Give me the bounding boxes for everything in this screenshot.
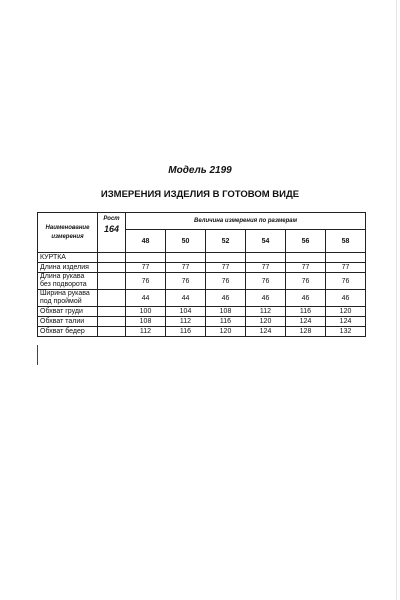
empty-cell	[206, 253, 246, 263]
empty-cell	[98, 273, 126, 290]
value-cell: 46	[206, 290, 246, 307]
header-row	[38, 213, 366, 230]
value-cell: 124	[326, 317, 366, 327]
empty-cell	[98, 307, 126, 317]
height-label: Рост	[103, 216, 120, 222]
value-cell: 77	[166, 263, 206, 273]
size-header: 56	[286, 230, 326, 253]
value-cell: 124	[246, 327, 286, 337]
value-cell: 77	[246, 263, 286, 273]
value-cell: 108	[206, 307, 246, 317]
value-cell: 100	[126, 307, 166, 317]
size-header: 58	[326, 230, 366, 253]
empty-cell	[166, 253, 206, 263]
value-cell: 116	[206, 317, 246, 327]
value-cell: 112	[246, 307, 286, 317]
document-title: ИЗМЕРЕНИЯ ИЗДЕЛИЯ В ГОТОВОМ ВИДЕ	[100, 189, 300, 200]
sizes-header: Величина измерения по размерам	[126, 213, 366, 230]
empty-cell	[98, 253, 126, 263]
value-cell: 120	[326, 307, 366, 317]
value-cell: 124	[286, 317, 326, 327]
section-row	[38, 253, 366, 263]
row-label: Обхват талии	[38, 317, 98, 327]
table-row	[38, 307, 366, 317]
table-row	[38, 273, 366, 290]
value-cell: 120	[246, 317, 286, 327]
empty-cell	[98, 290, 126, 307]
table-row	[38, 317, 366, 327]
height-value: 164	[103, 224, 120, 234]
value-cell: 76	[286, 273, 326, 290]
value-cell: 77	[126, 263, 166, 273]
name-header: Наименование измерения	[38, 213, 98, 253]
value-cell: 112	[166, 317, 206, 327]
row-label: Длина изделия	[38, 263, 98, 273]
table-left-rule	[37, 345, 38, 365]
value-cell: 77	[326, 263, 366, 273]
value-cell: 120	[206, 327, 246, 337]
row-label: Длина рукава без подворота	[38, 273, 98, 290]
size-header: 48	[126, 230, 166, 253]
measurements-table	[37, 212, 366, 337]
table-row	[38, 327, 366, 337]
row-label: Ширина рукава под проймой	[38, 290, 98, 307]
value-cell: 104	[166, 307, 206, 317]
value-cell: 76	[246, 273, 286, 290]
empty-cell	[286, 253, 326, 263]
empty-cell	[98, 327, 126, 337]
section-label: КУРТКА	[38, 253, 98, 263]
value-cell: 77	[286, 263, 326, 273]
value-cell: 77	[206, 263, 246, 273]
empty-cell	[98, 317, 126, 327]
value-cell: 128	[286, 327, 326, 337]
table-row	[38, 290, 366, 307]
value-cell: 44	[166, 290, 206, 307]
value-cell: 46	[246, 290, 286, 307]
empty-cell	[326, 253, 366, 263]
size-header: 54	[246, 230, 286, 253]
model-title: Модель 2199	[168, 165, 232, 176]
value-cell: 76	[126, 273, 166, 290]
value-cell: 108	[126, 317, 166, 327]
empty-cell	[98, 263, 126, 273]
value-cell: 46	[326, 290, 366, 307]
value-cell: 46	[286, 290, 326, 307]
value-cell: 76	[166, 273, 206, 290]
value-cell: 132	[326, 327, 366, 337]
size-header: 50	[166, 230, 206, 253]
empty-cell	[126, 253, 166, 263]
size-header: 52	[206, 230, 246, 253]
value-cell: 112	[126, 327, 166, 337]
height-header	[98, 213, 126, 253]
table-row	[38, 263, 366, 273]
value-cell: 76	[206, 273, 246, 290]
value-cell: 116	[166, 327, 206, 337]
row-label: Обхват груди	[38, 307, 98, 317]
empty-cell	[246, 253, 286, 263]
row-label: Обхват бедер	[38, 327, 98, 337]
value-cell: 76	[326, 273, 366, 290]
value-cell: 116	[286, 307, 326, 317]
page-edge-line	[396, 0, 397, 600]
value-cell: 44	[126, 290, 166, 307]
